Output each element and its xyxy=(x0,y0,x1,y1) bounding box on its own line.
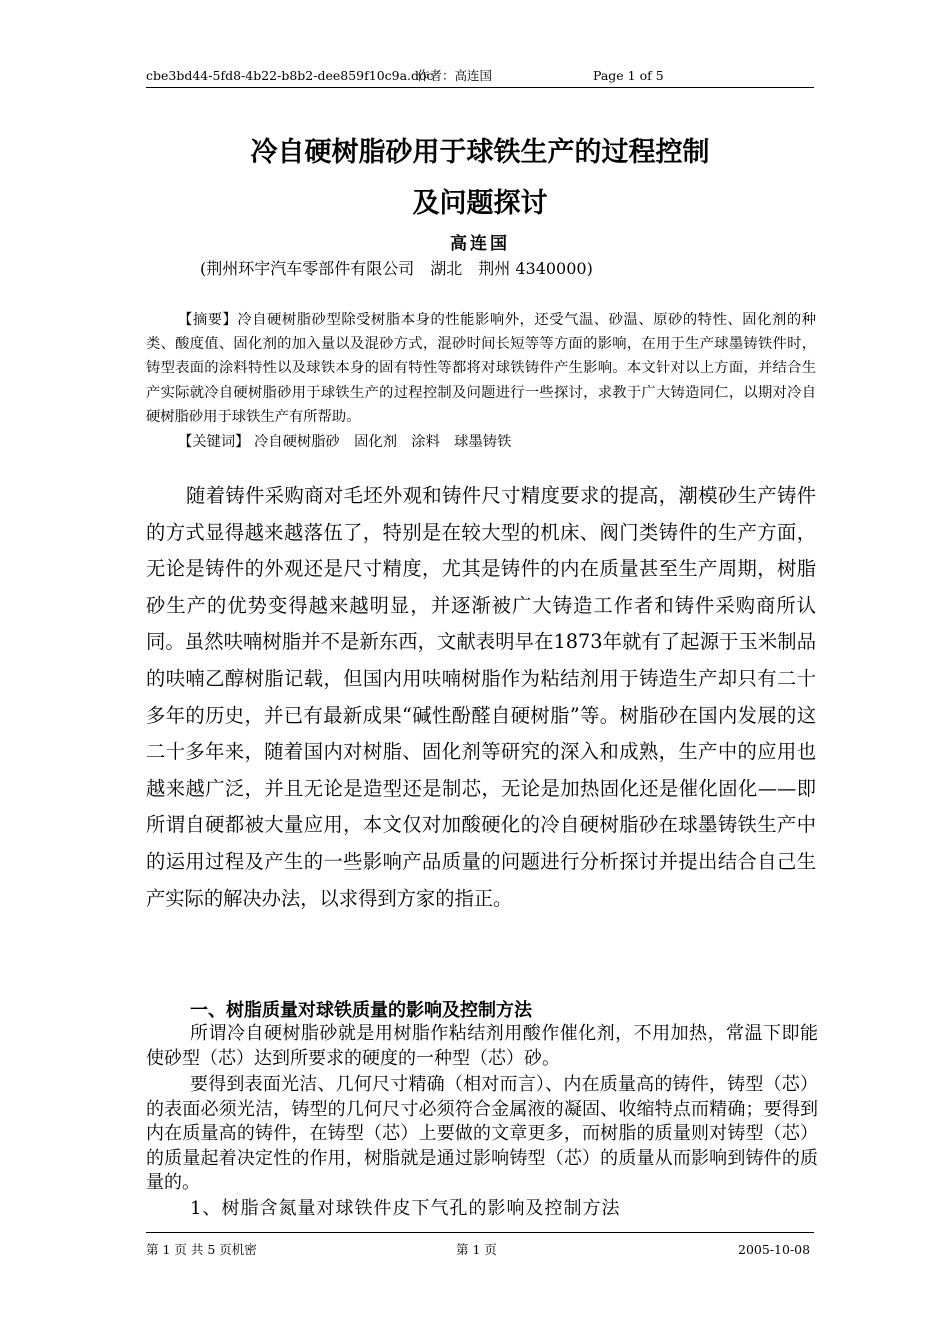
header-page-number: Page 1 of 5 xyxy=(593,68,664,83)
page-header xyxy=(146,66,814,86)
abstract: 【摘要】冷自硬树脂砂型除受树脂本身的性能影响外，还受气温、砂温、原砂的特性、固化剂的种类、酸度值、固化剂的加入量以及混砂方式，混砂时间长短等等方面的影响，在用于生产球墨铸铁件时，铸型表面的涂料特性以及球铁本身的固有特性等都将对球铁铸件产生影响。本文针对以上方面，并结合生产实际就冷自硬树脂砂用于球铁生产的过程控制及问题进行一些探讨，求教于广大铸造同仁，以期对冷自硬树脂砂用于球铁生产有所帮助。 xyxy=(146,312,816,425)
subsection-heading: 1、树脂含氮量对球铁件皮下气孔的影响及控制方法 xyxy=(190,1198,621,1219)
footer-date: 2005-10-08 xyxy=(738,1242,811,1257)
section-paragraph-1: 所谓冷自硬树脂砂就是用树脂作粘结剂用酸作催化剂，不用加热，常温下即能使砂型（芯）达到所要求的硬度的一种型（芯）砂。 xyxy=(146,1023,818,1069)
keywords: 【关键词】 冷自硬树脂砂 固化剂 涂料 球墨铸铁 xyxy=(178,434,512,450)
header-author: 作者：高连国 xyxy=(417,68,493,83)
author-affiliation: (荆州环宇汽车零部件有限公司 湖北 荆州 4340000) xyxy=(200,259,593,278)
header-filename: cbe3bd44-5fd8-4b22-b8b2-dee859f10c9a.doc xyxy=(146,68,434,83)
footer-left: 第 1 页 共 5 页机密 xyxy=(146,1242,257,1257)
title-line-1: 冷自硬树脂砂用于球铁生产的过程控制 xyxy=(250,137,710,168)
footer-rule xyxy=(146,1232,814,1233)
title-line-2: 及问题探讨 xyxy=(412,188,548,219)
author-name: 高连国 xyxy=(450,234,510,254)
section-heading: 一、树脂质量对球铁质量的影响及控制方法 xyxy=(190,1000,532,1021)
footer-center: 第 1 页 xyxy=(456,1242,497,1257)
intro-paragraph: 随着铸件采购商对毛坯外观和铸件尺寸精度要求的提高，潮模砂生产铸件的方式显得越来越落伍了，特别是在较大型的机床、阀门类铸件的生产方面，无论是铸件的外观还是尺寸精度，尤其是铸件的内在质量甚至生产周期，树脂砂生产的优势变得越来越明显，并逐渐被广大铸造工作者和铸件采购商所认同。虽然呋喃树脂并不是新东西，文献表明早在1873年就有了起源于玉米制品的呋喃乙醇树脂记载，但国内用呋喃树脂作为粘结剂用于铸造生产却只有二十多年的历史，并已有最新成果“碱性酚醛自硬树脂”等。树脂砂在国内发展的这二十多年来，随着国内对树脂、固化剂等研究的深入和成熟，生产中的应用也越来越广泛，并且无论是造型还是制芯，无论是加热固化还是催化固化——即所谓自硬都被大量应用，本文仅对加酸硬化的冷自硬树脂砂在球墨铸铁生产中的运用过程及产生的一些影响产品质量的问题进行分析探讨并提出结合自己生产实际的解决办法，以求得到方家的指正。 xyxy=(146,484,816,910)
header-rule xyxy=(146,87,814,88)
section-paragraph-2: 要得到表面光洁、几何尺寸精确（相对而言）、内在质量高的铸件，铸型（芯）的表面必须光洁，铸型的几何尺寸必须符合金属液的凝固、收缩特点而精确；要得到内在质量高的铸件，在铸型（芯）上要做的文章更多，而树脂的质量则对铸型（芯）的质量起着决定性的作用，树脂就是通过影响铸型（芯）的质量从而影响到铸件的质量的。 xyxy=(146,1074,818,1194)
